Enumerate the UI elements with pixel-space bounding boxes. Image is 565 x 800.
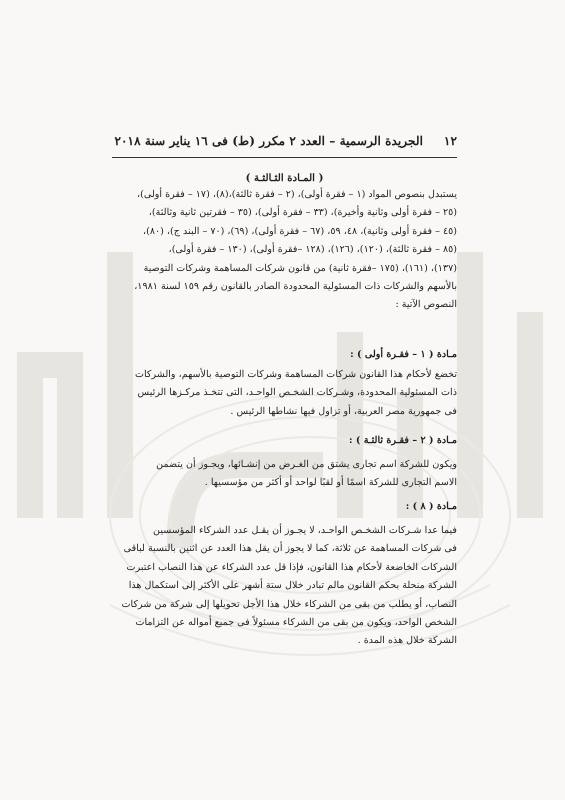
article8-line: الشركة خلال هذه المدة .	[357, 635, 457, 647]
article1-line: فى جمهورية مصر العربية، أو تزاول فيها نشاطها الرئيس .	[230, 405, 457, 417]
article1-line: ذات المسئولية المحدودة، وشـركات الشخـص الواحـد، التى تتخـذ مركـزها الرئيس	[137, 387, 457, 399]
gazette-title: الجريدة الرسمية – العدد ٢ مكرر (ط) فى ١٦ يناير سنة ٢٠١٨	[114, 134, 423, 148]
article8-line: الشركة منحلة بحكم القانون مالم تبادر خلال ستة أشهر على الأكثر إلى استكمال هذا	[128, 580, 457, 592]
article8-line: النصاب، أو يطلب من بقى من الشركاء خلال هذا الأجل تحويلها إلى شركة من شركات	[121, 598, 457, 610]
intro-line: النصوص الآتية :	[395, 299, 457, 311]
article8-heading: مـادة ( ٨ ) :	[405, 501, 457, 512]
article8-line: فى شركات المساهمة عن ثلاثة، كما لا يجوز أن يقل هذا العدد عن اثنين بالنسبة لباقى	[123, 543, 457, 555]
article8-text	[112, 522, 457, 651]
article1-heading: مـادة ( ١ – فقـرة أولى ) :	[350, 349, 457, 360]
intro-line: (٨٥ – فقرة ثالثة)، (١٢٠)، (١٢٦)، (١٢٨ –فقرة أولى)، (١٣٠ – فقرة أولى)،	[168, 244, 457, 256]
article2-text	[112, 456, 457, 493]
intro-line: يستبدل بنصوص المواد (١ – فقرة أولى)، (٢ – فقرة ثالثة)،(٨)، (١٧ – فقرة أولى)،	[137, 189, 457, 200]
intro-paragraph	[112, 186, 457, 315]
article1-line: تخضع لأحكام هذا القانون شركات المساهمة وشركات التوصية بالأسهم، والشركات	[134, 369, 457, 380]
article8-line: الشخص الواحد، ويكون من بقى من الشركاء مسئولاً فى جميع أمواله عن التزامات	[135, 616, 457, 628]
article2-line: الاسم التجارى للشركة اسمًا أو لقبًا لواحد أو أكثر من مؤسسيها .	[204, 477, 457, 489]
intro-line: بالأسهم والشركات ذات المسئولية المحدودة الصادر بالقانون رقم ١٥٩ لسنة ١٩٨١،	[134, 280, 457, 292]
article2-line: ويكون للشركة اسم تجارى يشتق من الغـرض من إنشـائها، ويجـوز أن يتضمن	[156, 459, 457, 470]
article2-heading: مـادة ( ٢ – فقـرة ثالثـة ) :	[348, 435, 457, 446]
article8-line: فيما عدا شـركات الشخـص الواحـد، لا يجـوز أن يقـل عدد الشركاء المؤسسين	[153, 525, 457, 536]
article8-line: الشركات الخاضعة لأحكام هذا القانون، فإذا قل عدد الشركاء عن هذا النصاب اعتبرت	[126, 561, 457, 573]
intro-line: (٢٥ – فقرة أولى وثانية وأخيرة)، (٣٣ – فقرة أولى)، (٣٥ – فقرتين ثانية وثالثة)،	[148, 207, 457, 219]
page-number: ١٢	[443, 134, 457, 148]
article-title: ( المـادة الثـالثـة )	[245, 172, 324, 184]
header-divider	[112, 157, 457, 158]
page-header	[112, 134, 457, 156]
article1-text	[112, 366, 457, 421]
intro-line: (٤٥ – فقرة أولى وثانية)، ٤٨، ٥٩، (٦٧ – فقرة أولى)، (٦٩)، (٧٠ – البند ج)، (٨٠)،	[142, 225, 457, 237]
intro-line: (١٣٧)، (١٦١)، (١٧٥ –فقرة ثانية) من قانون شركات المساهمة وشركات التوصية	[143, 262, 457, 274]
